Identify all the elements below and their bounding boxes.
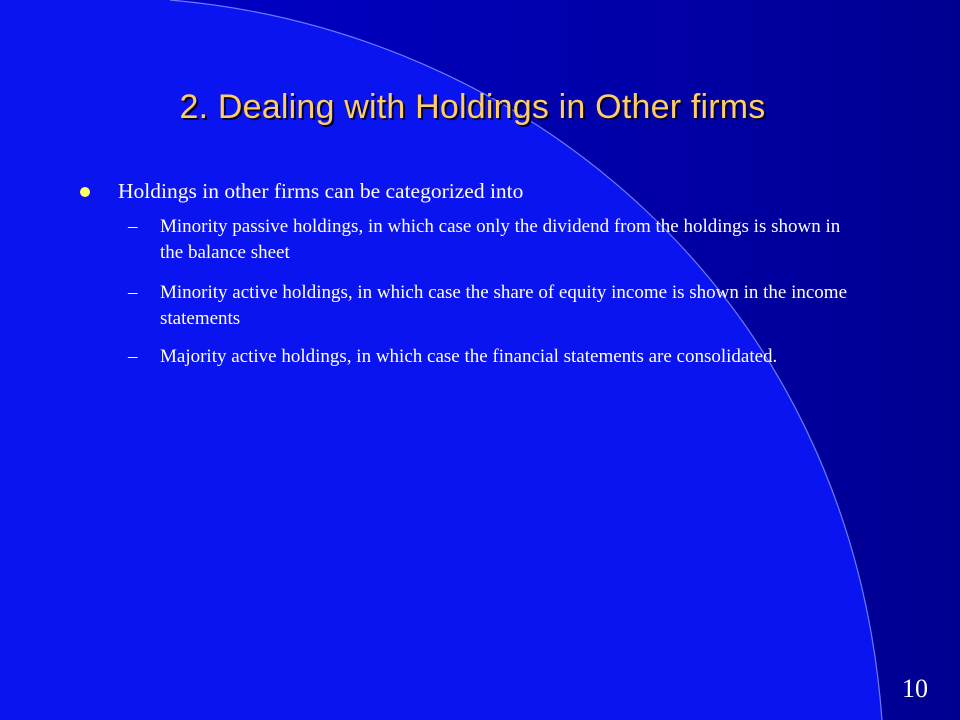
sub-bullet-text: Majority active holdings, in which case the financial statements are consolidated. <box>160 346 778 367</box>
slide-title: 2. Dealing with Holdings in Other firms <box>179 88 766 126</box>
dash-icon: – <box>128 346 138 367</box>
sub-bullet-text: Minority active holdings, in which case the share of equity income is shown in the income statements <box>160 282 848 329</box>
sub-bullet-text: Minority passive holdings, in which case only the dividend from the holdings is shown in the balance sheet <box>160 216 841 263</box>
main-bullet-text: Holdings in other firms can be categorized into <box>118 179 524 203</box>
dash-icon: – <box>128 216 138 237</box>
page-number: 10 <box>902 674 928 703</box>
dash-icon: – <box>128 282 138 303</box>
bullet-dot-icon <box>80 187 90 197</box>
